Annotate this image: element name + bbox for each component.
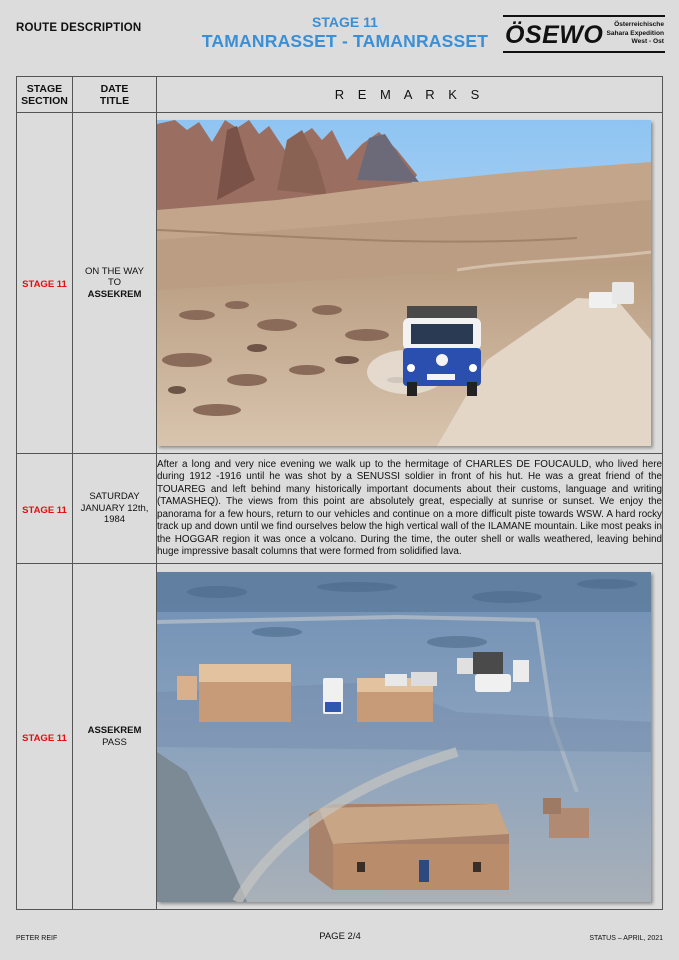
stage-title: STAGE 11	[312, 14, 378, 30]
stage-section-header	[17, 77, 73, 113]
stage-cell	[17, 454, 73, 564]
route-table	[16, 76, 663, 910]
stage-label: STAGE 11	[22, 504, 67, 516]
date-line: JANUARY 12th,	[80, 502, 149, 514]
logo-subtitle	[606, 21, 664, 47]
header-line: TITLE	[99, 94, 130, 107]
stage-label: STAGE 11	[22, 732, 67, 744]
table-header-row	[17, 77, 663, 113]
remarks-text: After a long and very nice evening we walk up to the hermitage of CHARLES DE FOUCAULD, who lived here during 1912 -1916 until he was shot by a SENUSSI soldier in front of his hut. He was a great friend of the TOUAREG and left behind many historically important documents about their customs, language and writing (TAMASHEQ). The views from this point are absolutely great, especially at sunrise or sunset. We enjoy the panorama for a few hours, return to our vehicles and continue on a more difficult piste towards WSW. A hard rocky track up and down until we find ourselves below the high vertical wall of the ILAMANE mountain. Like most peaks in the HOGGAR region it was once a volcano. During the time, the outer shell or walls weathered, leaving behind huge impressive basalt columns that were formed from solidified lava.	[157, 454, 663, 564]
remarks-photo-cell	[157, 113, 663, 454]
remarks-header: R E M A R K S	[157, 77, 663, 113]
footer-page-number: PAGE 2/4	[319, 931, 361, 942]
remarks-photo-cell	[157, 564, 663, 910]
desert-track-photo	[157, 120, 651, 446]
stage-cell	[17, 564, 73, 910]
stage-label: STAGE 11	[22, 279, 67, 290]
logo-sub-line: Sahara Expedition	[606, 29, 664, 37]
header-line: SECTION	[21, 94, 68, 107]
title-bold: ASSEKREM	[87, 288, 142, 300]
header-line: STAGE	[26, 82, 63, 95]
osewo-logo	[503, 15, 665, 53]
title-line: PASS	[102, 736, 127, 748]
title-bold: ASSEKREM	[87, 725, 142, 736]
header-line: DATE	[100, 82, 129, 95]
date-title-header	[73, 77, 157, 113]
table-row	[17, 454, 663, 564]
assekrem-pass-photo	[157, 572, 651, 902]
title-line: TO	[107, 277, 122, 289]
title-cell	[73, 564, 157, 910]
footer-author: PETER REIF	[16, 935, 58, 942]
date-cell	[73, 454, 157, 564]
logo-sub-line: West - Ost	[631, 38, 664, 45]
table-row	[17, 564, 663, 910]
logo-sub-line: Österreichische	[614, 21, 664, 28]
footer-status: STATUS – APRIL, 2021	[589, 935, 663, 942]
header-title-block	[190, 14, 500, 52]
table-row	[17, 113, 663, 454]
stage-cell	[17, 113, 73, 454]
route-description-label: ROUTE DESCRIPTION	[16, 22, 142, 34]
logo-word: ÖSEWO	[505, 21, 604, 49]
title-line: ON THE WAY	[85, 265, 144, 277]
date-line: SATURDAY	[89, 491, 140, 503]
title-cell	[73, 113, 157, 454]
route-title: TAMANRASSET - TAMANRASSET	[201, 31, 489, 51]
date-line: 1984	[103, 514, 126, 526]
